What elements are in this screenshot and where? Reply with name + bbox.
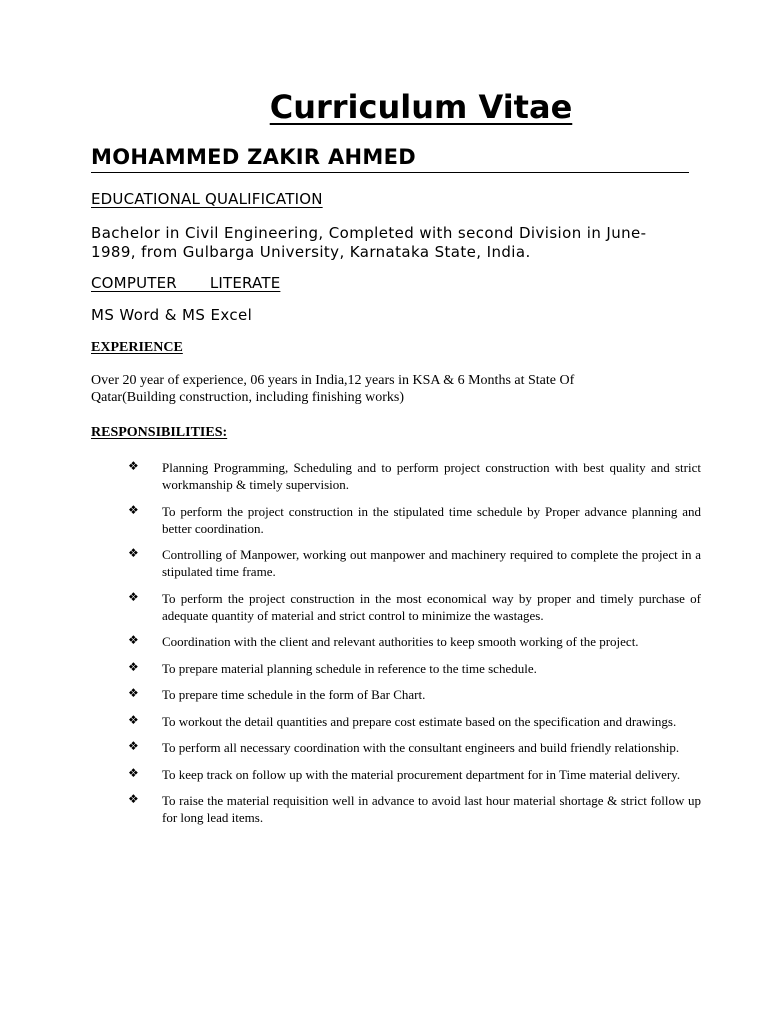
diamond-bullet-icon: ❖ <box>128 686 139 700</box>
computer-literate-text: MS Word & MS Excel <box>91 306 253 324</box>
list-item-text: To perform all necessary coordination with the consultant engineers and build friendly relationship. <box>162 740 680 755</box>
list-item <box>128 792 701 826</box>
list-item <box>128 459 701 493</box>
list-item-text: Controlling of Manpower, working out manpower and machinery required to complete the project in a stipulated time frame. <box>162 547 701 579</box>
diamond-bullet-icon: ❖ <box>128 589 139 604</box>
list-item <box>128 660 701 677</box>
list-item <box>128 686 701 703</box>
experience-heading: EXPERIENCE <box>91 340 183 355</box>
list-item-text: To keep track on follow up with the material procurement department for in Time material delivery. <box>162 766 681 782</box>
responsibilities-heading: RESPONSIBILITIES: <box>91 425 228 440</box>
list-item <box>128 739 701 756</box>
list-item <box>128 713 701 730</box>
education-heading: EDUCATIONAL QUALIFICATION <box>91 190 323 208</box>
diamond-bullet-icon: ❖ <box>128 765 139 780</box>
list-item <box>128 590 701 624</box>
diamond-bullet-icon: ❖ <box>128 792 139 806</box>
list-item-text: To perform the project construction in the stipulated time schedule by Proper advance planning and better coordination. <box>162 503 701 536</box>
document-title: Curriculum Vitae <box>269 88 573 126</box>
diamond-bullet-icon: ❖ <box>128 502 139 517</box>
list-item <box>128 546 701 580</box>
list-item-text: To prepare time schedule in the form of Bar Chart. <box>162 687 426 702</box>
diamond-bullet-icon: ❖ <box>128 659 139 674</box>
list-item-text: To perform the project construction in the most economical way by proper and timely purchase of adequate quantity of material and strict control to minimize the wastages. <box>162 590 701 623</box>
list-item-text: Coordination with the client and relevant authorities to keep smooth working of the project. <box>162 634 639 649</box>
experience-text: Over 20 year of experience, 06 years in India,12 years in KSA & 6 Months at State Of Qatar(Building construction, including finishing works) <box>91 373 575 405</box>
diamond-bullet-icon: ❖ <box>128 739 139 753</box>
diamond-bullet-icon: ❖ <box>128 712 139 727</box>
list-item <box>128 633 701 650</box>
diamond-bullet-icon: ❖ <box>128 633 139 647</box>
responsibilities-list <box>128 459 701 836</box>
list-item <box>128 766 701 783</box>
list-item-text: To prepare material planning schedule in reference to the time schedule. <box>162 660 537 676</box>
diamond-bullet-icon: ❖ <box>128 546 139 560</box>
diamond-bullet-icon: ❖ <box>128 459 139 473</box>
education-text: Bachelor in Civil Engineering, Completed with second Division in June-1989, from Gulbarga University, Karnataka State, India. <box>91 224 647 261</box>
list-item-text: Planning Programming, Scheduling and to perform project construction with best quality and strict workmanship & timely supervision. <box>162 460 701 492</box>
computer-literate-heading: COMPUTER LITERATE <box>91 274 281 292</box>
list-item-text: To raise the material requisition well in advance to avoid last hour material shortage & strict follow up for long lead items. <box>162 793 701 825</box>
list-item-text: To workout the detail quantities and prepare cost estimate based on the specification and drawings. <box>162 713 677 729</box>
candidate-name: MOHAMMED ZAKIR AHMED <box>91 145 689 173</box>
list-item <box>128 503 701 537</box>
